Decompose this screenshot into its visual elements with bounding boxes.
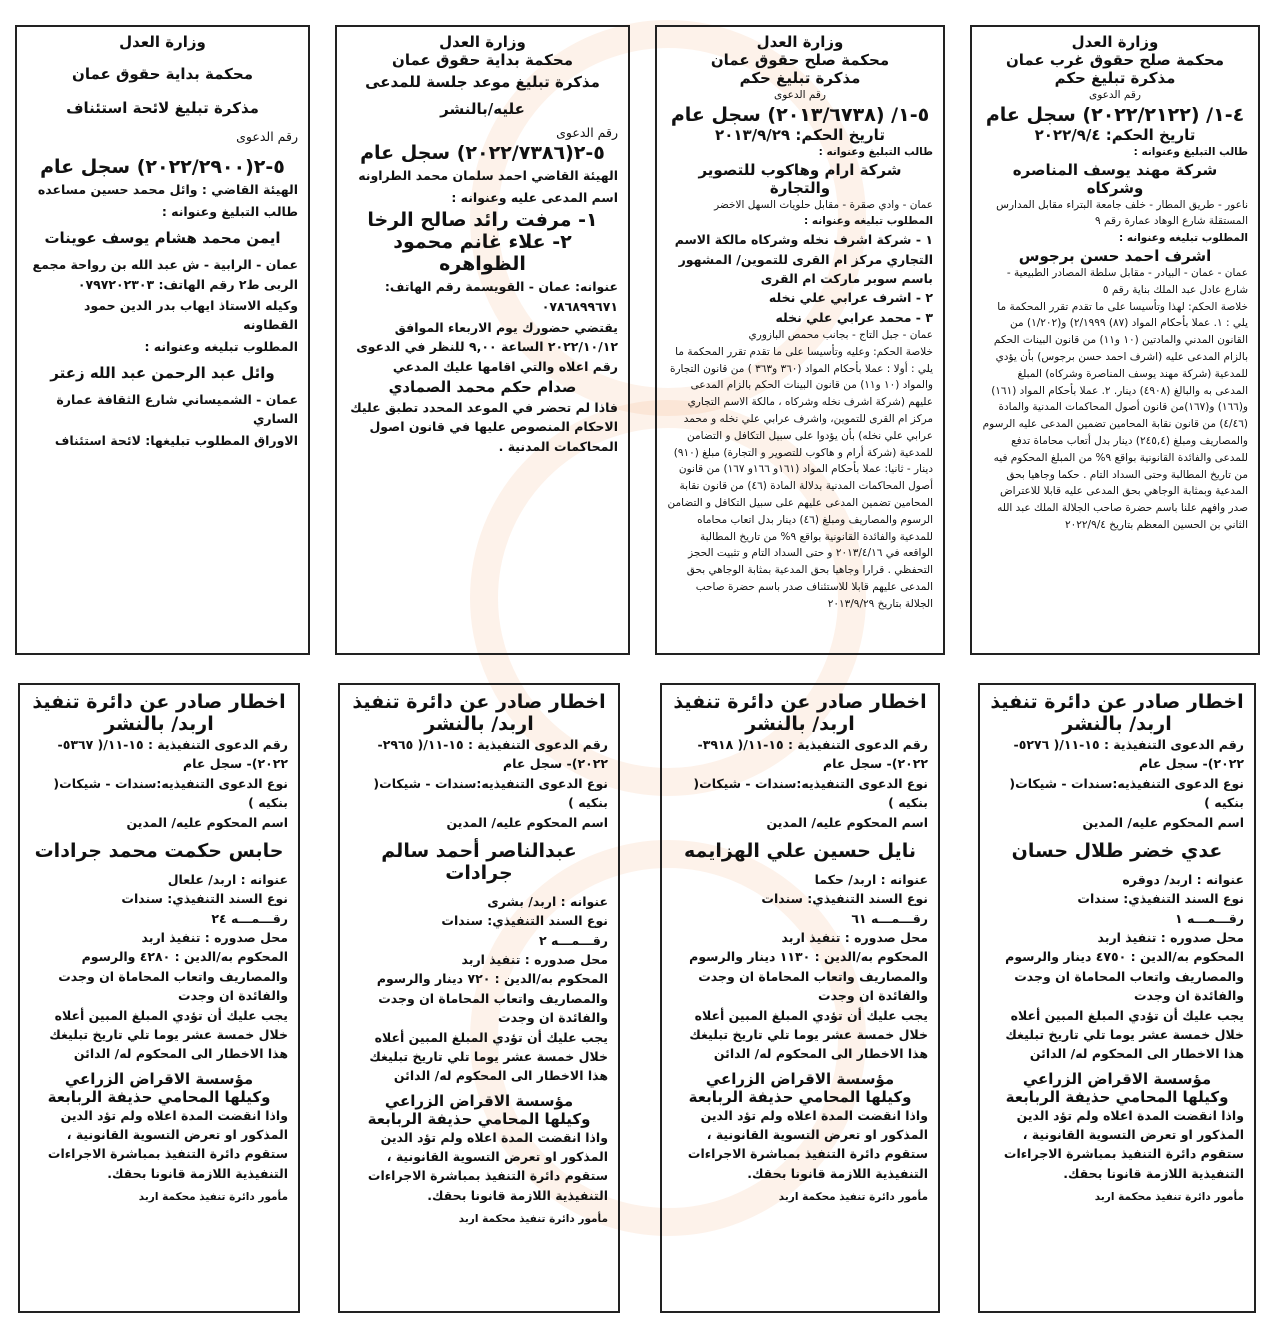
signature: مأمور دائرة تنفيذ محكمة اربد <box>1094 1191 1244 1204</box>
creditor-name: مؤسسة الاقراض الزراعي <box>384 1091 574 1110</box>
notice-west-amman-verdict <box>970 25 1260 655</box>
doc-type: مذكرة تبليغ حكم <box>739 69 861 87</box>
creditor-name: مؤسسة الاقراض الزراعي <box>64 1069 254 1088</box>
requester-address: ناعور - طريق المطار - خلف جامعة البتراء مقابل المدارس المستقلة شارع الوهاد عمارة رقم ٩ <box>996 198 1248 228</box>
notice-subtitle: اربد/ بالنشر <box>1062 713 1172 735</box>
target-label: المطلوب تبليغه وعنوانه : <box>144 338 298 354</box>
creditor-name: مؤسسة الاقراض الزراعي <box>705 1069 895 1088</box>
bond-type: نوع السند التنفيذي: سندات <box>121 891 288 907</box>
requester-label: طالب التبليغ وعنوانه : <box>161 203 298 219</box>
creditor-name: مؤسسة الاقراض الزراعي <box>1022 1069 1212 1088</box>
ministry-title: وزارة العدل <box>119 33 206 51</box>
court-name: محكمة بداية حقوق عمان <box>392 51 573 69</box>
hearing-footer: فاذا لم تحضر في الموعد المحدد تطبق عليك الاحكام المنصوص عليها في قانون اصول المحاكمات المدنية . <box>350 400 618 454</box>
issued-place: محل صدوره : تنفيذ اربد <box>1097 930 1244 945</box>
execution-notice <box>338 683 620 1313</box>
requester-name: شركة ارام وهاكوب للتصوير والتجارة <box>698 160 902 197</box>
case-label: رقم الدعوى <box>236 129 298 144</box>
issued-place: محل صدوره : تنفيذ اربد <box>141 930 288 945</box>
creditor-lawyer: وكيلها المحامي حذيفة الربابعة <box>367 1109 591 1128</box>
debtor-label: اسم المحكوم عليه/ المدين <box>1082 814 1244 830</box>
notice-appeal <box>15 25 310 655</box>
target-name: وائل عبد الرحمن عبد الله زعتر <box>50 364 275 382</box>
issued-place: محل صدوره : تنفيذ اربد <box>461 952 608 967</box>
payment-warning: يجب عليك أن تؤدي المبلغ المبين أعلاه خلال خمسة عشر يوما تلي تاريخ تبليغك هذا الاخطار الى المحكوم له/ الدائن <box>1005 1007 1244 1062</box>
debtor-address: عنوانه : اربد/ علعال <box>167 871 288 887</box>
payment-warning: يجب عليك أن تؤدي المبلغ المبين أعلاه خلال خمسة عشر يوما تلي تاريخ تبليغك هذا الاخطار الى المحكوم له/ الدائن <box>49 1007 288 1062</box>
closing-text: واذا انقضت المدة اعلاه ولم تؤد الدين المذكور او تعرض التسوية القانونية ، ستقوم دائرة التنفيذ بمباشرة الاجراءات التنفيذية اللازمة قانونا بحقك. <box>47 1107 288 1181</box>
debtor-address: عنوانه : اربد/ دوقره <box>1122 871 1244 887</box>
signature: مأمور دائرة تنفيذ محكمة اربد <box>778 1191 928 1204</box>
target-address: عمان - عمان - البيادر - مقابل سلطة المصادر الطبيعية - شارع عادل عبد الملك بناية رقم ٥ <box>1006 266 1248 296</box>
debtor-label: اسم المحكوم عليه/ المدين <box>126 814 288 830</box>
payment-warning: يجب عليك أن تؤدي المبلغ المبين أعلاه خلال خمسة عشر يوما تلي تاريخ تبليغك هذا الاخطار الى المحكوم له/ الدائن <box>689 1007 928 1062</box>
debt-amount: المحكوم به/الدين : ١١٣٠ دينار والرسوم والمصاريف واتعاب المحاماة ان وجدت والفائدة ان وجدت <box>689 949 928 1004</box>
verdict-date: تاريخ الحكم: ٢٠٢٢/٩/٤ <box>1034 125 1196 144</box>
court-name: محكمة صلح حقوق عمان <box>710 51 890 69</box>
judge: الهيئة القاضي : وائل محمد حسين مساعده <box>37 182 298 198</box>
target-label: اسم المدعى عليه وعنوانه : <box>451 189 618 205</box>
notice-amman-verdict <box>655 25 945 655</box>
debt-amount: المحكوم به/الدين : ٤٧٥٠ دينار والرسوم والمصاريف واتعاب المحاماة ان وجدت والفائدة ان وجدت <box>1005 949 1244 1004</box>
verdict-date: تاريخ الحكم: ٢٠١٣/٩/٢٩ <box>715 125 885 144</box>
notice-hearing-date <box>335 25 630 655</box>
case-number: ٥-٢(٢٠٢٢/٧٣٨٦) سجل عام <box>360 142 605 165</box>
case-label: رقم الدعوى <box>556 125 618 140</box>
type-line: نوع الدعوى التنفيذيه:سندات - شيكات( بنكيه ) <box>693 775 928 811</box>
execution-notice <box>978 683 1256 1313</box>
verdict-body: خلاصة الحكم: وعليه وتأسيسا على ما تقدم تقرر المحكمة ما يلي : أولا : عملا بأحكام المواد (٣٦٠ و٣٦٣ ) من قانون التجارة والمواد (١٠ و١١) من قانون البينات الحكم بالزام المدعى عليهم (شركة اشرف نخله وشركاه ، مالكة الاسم التجاري مركز ام القرى للتموين، واشرف عرابي علي نخله و محمد عرابي علي نخله) بأن يؤدوا على سبيل التكافل و التضامن للمدعية (شركة أرام و هاكوب للتصوير و التجارة) مبلغ (٩١٠) دينار - ثانيا: عملا بأحكام المواد (١٦١و ١٦٦و ١٦٧) من قانون أصول المحاكمات المدنية بدلالة المادة (٤٦) من قانون نقابة المحامين تضمين المدعى عليهم على سبيل التكافل و التضامن الرسوم والمصاريف ومبلغ (٤٦) دينار بدل اتعاب محاماه للمدعية والفائدة القانونية بواقع ٩% من تاريخ المطالبة الواقعه في ٢٠١٣/٤/١٦ و حتى السداد التام و تثبيت الحجز التحفظي . قرارا وجاهيا بحق المدعية بمثابة الوجاهي بحق المدعى عليهم قابلا للاستئناف صدر باسم حضرة صاحب الجلالة بتاريخ ٢٠١٣/٩/٢٩ <box>667 345 933 610</box>
target-address: عمان - الشميساني شارع الثقافة عمارة الساري <box>56 392 298 427</box>
target-address: عمان - جبل التاج - بجانب محمص البازوري <box>748 329 933 342</box>
bond-number: رقـــمـــه ٦١ <box>851 910 928 926</box>
target-label: المطلوب تبليغه وعنوانه : <box>1119 232 1248 245</box>
execution-notice <box>660 683 940 1313</box>
requester-name: ايمن محمد هشام يوسف عوينات <box>44 229 281 248</box>
closing-text: واذا انقضت المدة اعلاه ولم تؤد الدين المذكور او تعرض التسوية القانونية ، ستقوم دائرة التنفيذ بمباشرة الاجراءات التنفيذية اللازمة قانونا بحقك. <box>1003 1107 1244 1181</box>
type-line: نوع الدعوى التنفيذيه:سندات - شيكات( بنكيه ) <box>373 775 608 811</box>
notice-title: اخطار صادر عن دائرة تنفيذ <box>990 691 1244 713</box>
type-line: نوع الدعوى التنفيذيه:سندات - شيكات( بنكيه ) <box>53 775 288 811</box>
ministry-title: وزارة العدل <box>439 33 526 51</box>
notice-title: اخطار صادر عن دائرة تنفيذ <box>673 691 927 713</box>
target-label: المطلوب تبليغه وعنوانه : <box>804 215 933 228</box>
payment-warning: يجب عليك أن تؤدي المبلغ المبين أعلاه خلال خمسة عشر يوما تلي تاريخ تبليغك هذا الاخطار الى المحكوم له/ الدائن <box>369 1029 608 1084</box>
notice-subtitle: اربد/ بالنشر <box>745 713 855 735</box>
notice-title: اخطار صادر عن دائرة تنفيذ <box>352 691 606 713</box>
target-item: ٢ - اشرف عرابي علي نخله <box>768 290 933 306</box>
requester-label: طالب التبليغ وعنوانه : <box>1133 145 1248 158</box>
case-number: ٥-٢(٢٠٢٢/٢٩٠٠) سجل عام <box>40 156 285 179</box>
case-line: رقم الدعوى التنفيذية : ١٥-١١/( ٢٩٦٥- ٢٠٢٢)- سجل عام <box>377 737 608 772</box>
debtor-name: نايل حسين علي الهزايمه <box>684 839 916 862</box>
debtor-label: اسم المحكوم عليه/ المدين <box>446 814 608 830</box>
doc-type: مذكرة تبليغ موعد جلسة للمدعى عليه/بالنشر <box>365 73 600 118</box>
bond-number: رقـــمـــه ٢٤ <box>211 910 288 926</box>
bond-number: رقـــمـــه ١ <box>1175 910 1244 926</box>
requester-label: طالب التبليغ وعنوانه : <box>818 145 933 158</box>
case-line: رقم الدعوى التنفيذية : ١٥-١١/( ٥٣٦٧- ٢٠٢٢)- سجل عام <box>57 737 288 772</box>
target-name: اشرف احمد حسن برجوس <box>1018 246 1212 265</box>
bond-type: نوع السند التنفيذي: سندات <box>441 913 608 929</box>
bond-type: نوع السند التنفيذي: سندات <box>761 891 928 907</box>
ministry-title: وزارة العدل <box>1071 33 1159 51</box>
creditor-lawyer: وكيلها المحامي حذيفة الربابعة <box>688 1087 912 1106</box>
signature: مأمور دائرة تنفيذ محكمة اربد <box>138 1191 288 1204</box>
notice-subtitle: اربد/ بالنشر <box>424 713 534 735</box>
doc-type: مذكرة تبليغ لائحة استئناف <box>66 99 259 117</box>
debt-amount: المحكوم به/الدين : ٤٢٨٠ والرسوم والمصاريف واتعاب المحاماة ان وجدت والفائدة ان وجدت <box>58 949 288 1004</box>
target-item: ٢- علاء غانم محمود الظواهره <box>393 231 572 276</box>
notice-title: اخطار صادر عن دائرة تنفيذ <box>32 691 286 713</box>
verdict-body: خلاصة الحكم: لهذا وتأسيسا على ما تقدم تقرر المحكمة ما يلي : ١. عملا بأحكام المواد (٨٧) ٢/١٩٩٩) و(١/٢٠٢) من القانون المدني والمادتين (١٠ و١١) من قانون البينات الحكم بالزام المدعى عليه (اشرف احمد حسن برجوس) بأن يؤدي للمدعية (شركة مهند يوسف المناصرة وشركاه) المبلغ المدعى به والبالغ (٤٩٠٨) دينار. ٢. عملا بأحكام المواد (١٦١) و(١٦٦) و(١٦٧)من قانون أصول المحاكمات المدنية والمادة (٤/٤٦) من قانون نقابة المحامين تضمين المدعى عليه الرسوم والمصاريف ومبلغ (٢٤٥,٤) دينار بدل أتعاب محاماة تدفع للمدعى والفائدة القانونية بواقع ٩% من المبلغ المحكوم فيه من تاريخ المطالبة وحتى السداد التام . حكما وجاهيا بحق المدعية وبمثابة الوجاهي بحق المدعى عليه قابلا للاعتراض صدر وافهم علنا باسم حضرة صاحب الجلالة الملك عبد الله الثاني بن الحسين المعظم بتاريخ ٢٠٢٢/٩/٤ <box>982 300 1248 531</box>
target-item: ١ - شركة اشرف نخله وشركاه مالكة الاسم التجاري مركز ام القرى للتموين/ المشهور باسم سوبر ماركت ام القرى <box>674 232 933 286</box>
type-line: نوع الدعوى التنفيذيه:سندات - شيكات( بنكيه ) <box>1009 775 1244 811</box>
target-address: عنوانه: عمان - القويسمة رقم الهاتف: ٠٧٨٦٨٩٩٦٧١ <box>384 279 618 314</box>
case-label: رقم الدعوى <box>774 89 826 101</box>
bond-type: نوع السند التنفيذي: سندات <box>1077 891 1244 907</box>
case-line: رقم الدعوى التنفيذية : ١٥-١١/( ٣٩١٨- ٢٠٢٢)- سجل عام <box>697 737 928 772</box>
notice-subtitle: اربد/ بالنشر <box>104 713 214 735</box>
closing-text: واذا انقضت المدة اعلاه ولم تؤد الدين المذكور او تعرض التسوية القانونية ، ستقوم دائرة التنفيذ بمباشرة الاجراءات التنفيذية اللازمة قانونا بحقك. <box>687 1107 928 1181</box>
ministry-title: وزارة العدل <box>756 33 844 51</box>
signature: مأمور دائرة تنفيذ محكمة اربد <box>458 1213 608 1226</box>
requester-address: عمان - الرابية - ش عبد الله بن رواحة مجمع الربى ط٢ رقم الهاتف: ٠٧٩٧٢٠٢٣٠٣ <box>32 257 298 292</box>
case-label: رقم الدعوى <box>1089 89 1141 101</box>
judge: الهيئة القاضي احمد سلمان محمد الطراونه <box>358 168 618 184</box>
closing-text: واذا انقضت المدة اعلاه ولم تؤد الدين المذكور او تعرض التسوية القانونية ، ستقوم دائرة التنفيذ بمباشرة الاجراءات التنفيذية اللازمة قانونا بحقك. <box>367 1129 608 1203</box>
target-item: ١- مرفت رائد صالح الرخا <box>367 209 598 232</box>
debtor-name: حابس حكمت محمد جرادات <box>34 839 284 862</box>
hearing-body: يقتضي حضورك يوم الاربعاء الموافق ٢٠٢٢/١٠/١٢ الساعة ٩,٠٠ للنظر في الدعوى رقم اعلاه والتي اقامها عليك المدعي <box>356 319 618 374</box>
requester-address: عمان - وادي صقرة - مقابل حلويات السهل الاخضر <box>714 198 933 211</box>
requester-name: شركة مهند يوسف المناصره وشركاه <box>1012 160 1218 197</box>
court-name: محكمة بداية حقوق عمان <box>72 65 253 83</box>
court-name: محكمة صلح حقوق غرب عمان <box>1005 51 1225 69</box>
debtor-name: عبدالناصر أحمد سالم جرادات <box>381 839 577 884</box>
debtor-name: عدي خضر طلال حسان <box>1011 839 1223 862</box>
case-number: ٤-١/ (٢٠٢٢/٢١٢٢) سجل عام <box>985 103 1245 126</box>
debtor-label: اسم المحكوم عليه/ المدين <box>766 814 928 830</box>
lawyer-name: وكيله الاستاذ ايهاب بدر الدين حمود القطاونه <box>83 297 298 333</box>
documents-line: الاوراق المطلوب تبليغها: لائحة استئناف <box>54 432 298 448</box>
debt-amount: المحكوم به/الدين : ٧٢٠ دينار والرسوم والمصاريف واتعاب المحاماة ان وجدت والفائدة ان وجدت <box>376 971 608 1026</box>
execution-notice <box>18 683 300 1313</box>
target-item: ٣ - محمد عرابي علي نخله <box>775 309 933 325</box>
plaintiff-name: صدام حكم محمد الصمادي <box>388 378 577 396</box>
debtor-address: عنوانه : اربد/ حكما <box>814 871 928 887</box>
issued-place: محل صدوره : تنفيذ اربد <box>781 930 928 945</box>
debtor-address: عنوانه : اربد/ بشرى <box>487 893 608 909</box>
bond-number: رقـــمـــه ٢ <box>539 932 608 948</box>
case-line: رقم الدعوى التنفيذية : ١٥-١١/( ٥٢٧٦- ٢٠٢٢)- سجل عام <box>1013 737 1244 772</box>
doc-type: مذكرة تبليغ حكم <box>1054 69 1176 87</box>
creditor-lawyer: وكيلها المحامي حذيفة الربابعة <box>1005 1087 1229 1106</box>
case-number: ٥-١/ (٢٠١٣/٦٧٣٨) سجل عام <box>670 103 930 126</box>
creditor-lawyer: وكيلها المحامي حذيفة الربابعة <box>47 1087 271 1106</box>
